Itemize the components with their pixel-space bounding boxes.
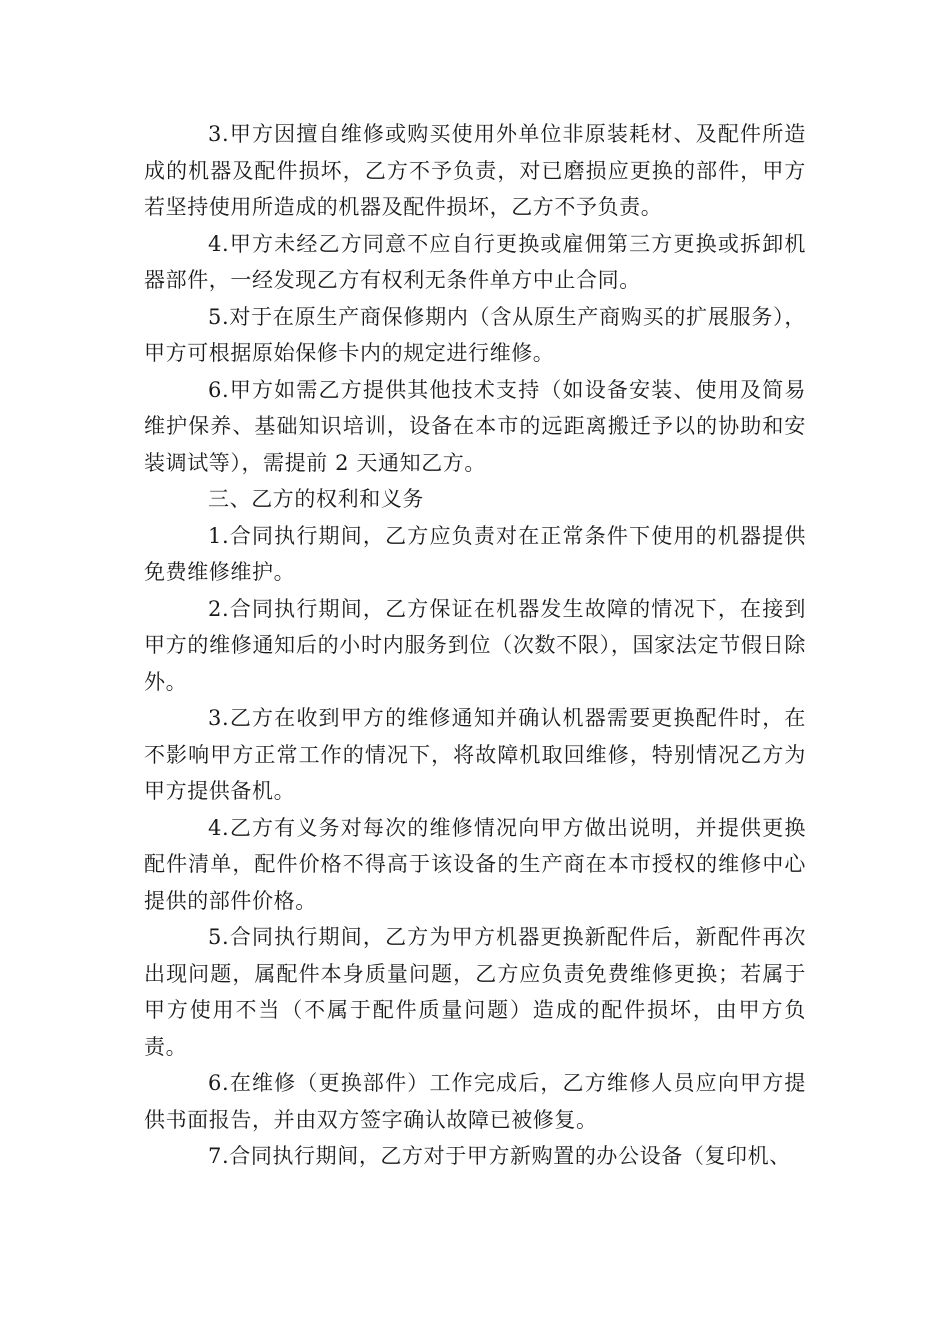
paragraph-clause-b3: 3.乙方在收到甲方的维修通知并确认机器需要更换配件时，在不影响甲方正常工作的情况下，将故障机取回维修，特别情况乙方为甲方提供备机。 [144, 706, 806, 803]
paragraph-clause-b2: 2.合同执行期间，乙方保证在机器发生故障的情况下，在接到甲方的维修通知后的小时内服务到位（次数不限），国家法定节假日除外。 [144, 596, 806, 694]
paragraph-clause-b4: 4.乙方有义务对每次的维修情况向甲方做出说明，并提供更换配件清单，配件价格不得高于该设备的生产商在本市授权的维修中心提供的部件价格。 [144, 815, 806, 913]
paragraph-clause-a5: 5.对于在原生产商保修期内（含从原生产商购买的扩展服务），甲方可根据原始保修卡内的规定进行维修。 [144, 304, 806, 365]
paragraph-clause-a4: 4.甲方未经乙方同意不应自行更换或雇佣第三方更换或拆卸机器部件，一经发现乙方有权利无条件单方中止合同。 [144, 231, 806, 292]
section-heading: 三、乙方的权利和义务 [208, 487, 424, 511]
paragraph-clause-b6: 6.在维修（更换部件）工作完成后，乙方维修人员应向甲方提供书面报告，并由双方签字确认故障已被修复。 [144, 1071, 806, 1132]
paragraph-clause-a6: 6.甲方如需乙方提供其他技术支持（如设备安装、使用及简易维护保养、基础知识培训，设备在本市的远距离搬迁予以的协助和安装调试等），需提前 2 天通知乙方。 [144, 377, 806, 475]
document-body [144, 116, 806, 1175]
paragraph-clause-a3: 3.甲方因擅自维修或购买使用外单位非原装耗材、及配件所造成的机器及配件损坏，乙方不予负责，对已磨损应更换的部件，甲方若坚持使用所造成的机器及配件损坏，乙方不予负责。 [144, 122, 806, 219]
paragraph-clause-b7: 7.合同执行期间，乙方对于甲方新购置的办公设备（复印机、 [208, 1144, 791, 1168]
paragraph-clause-b1: 1.合同执行期间，乙方应负责对在正常条件下使用的机器提供免费维修维护。 [144, 523, 806, 584]
paragraph-clause-b5: 5.合同执行期间，乙方为甲方机器更换新配件后，新配件再次出现问题，属配件本身质量问题，乙方应负责免费维修更换；若属于甲方使用不当（不属于配件质量问题）造成的配件损坏，由甲方负责。 [144, 925, 806, 1059]
